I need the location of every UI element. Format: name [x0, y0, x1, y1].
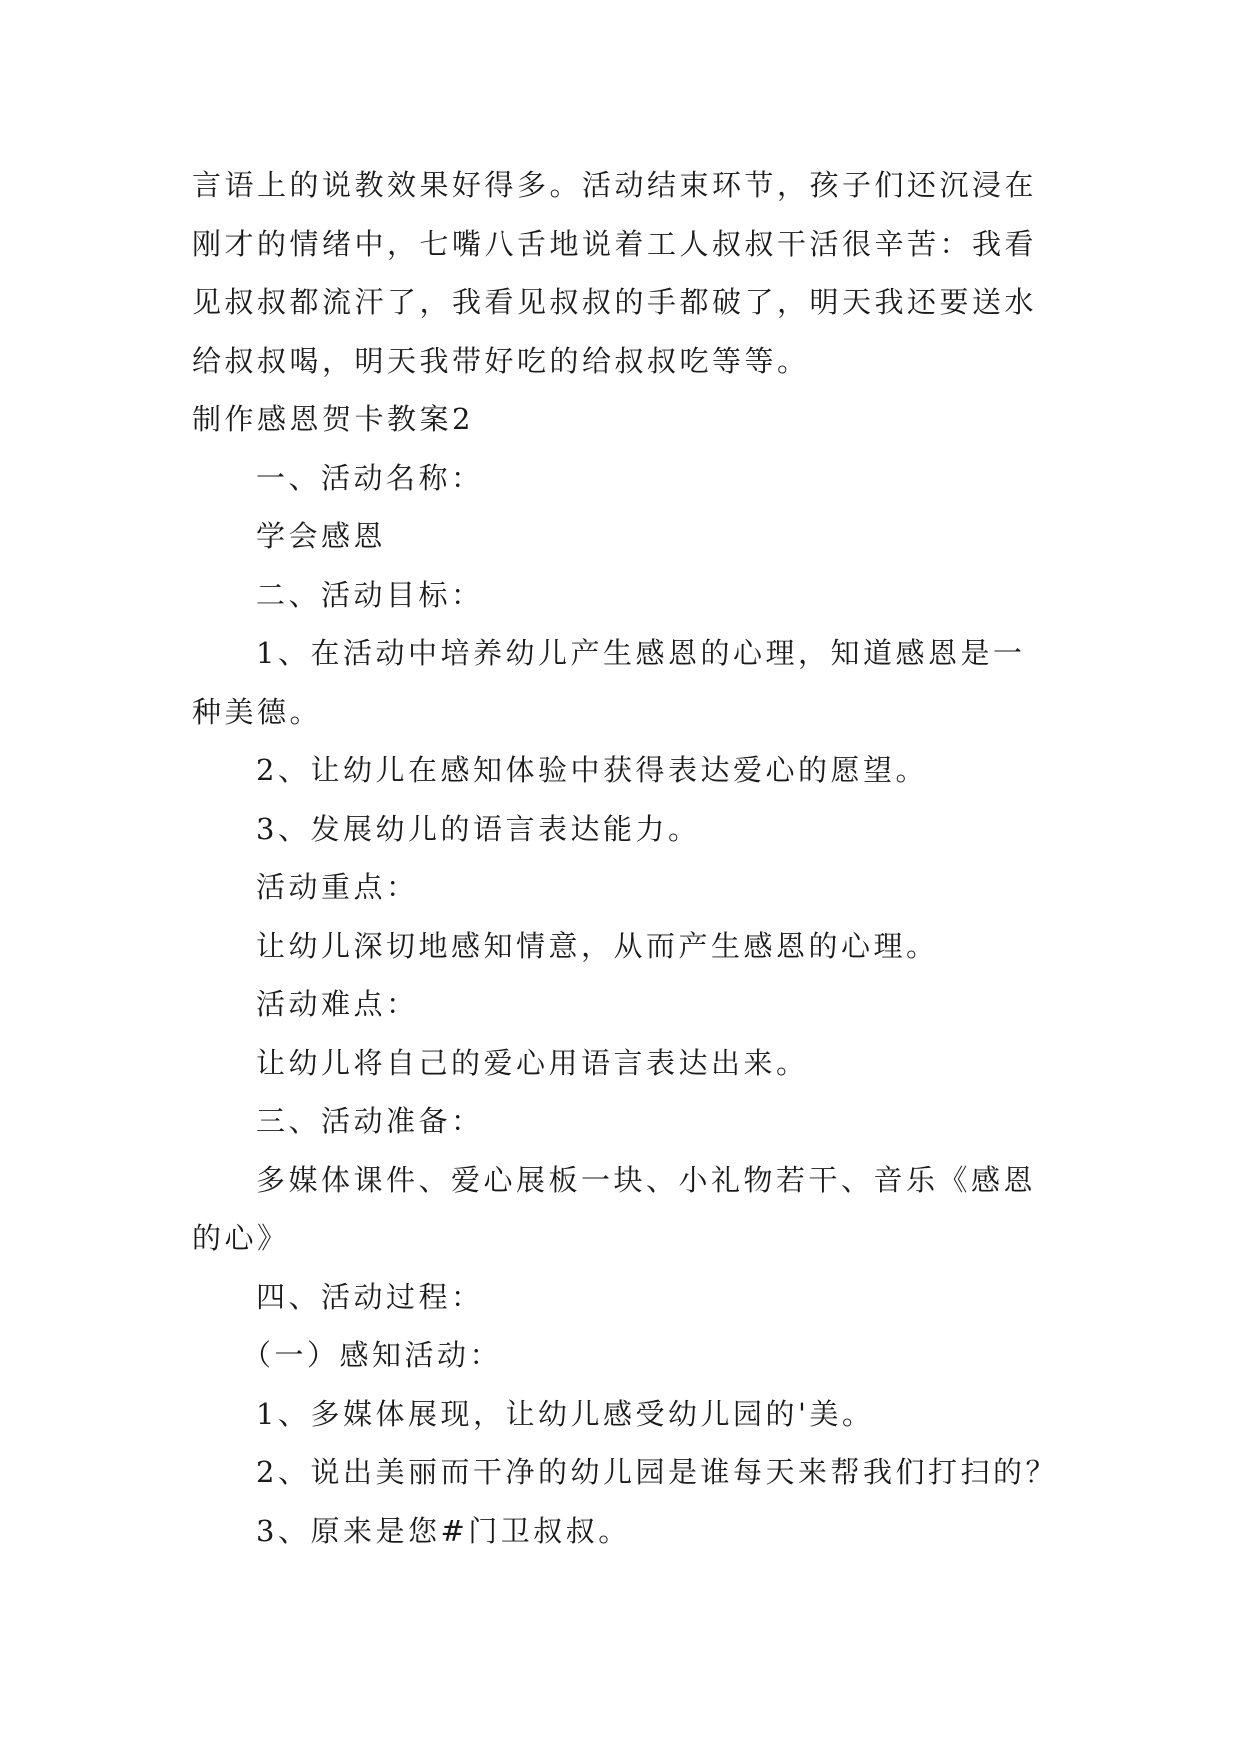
text-line: 1、在活动中培养幼儿产生感恩的心理，知道感恩是一: [256, 636, 1026, 670]
text-line: 一、活动名称：: [256, 460, 484, 495]
text-line: 给叔叔喝，明天我带好吃的给叔叔吃等等。: [192, 343, 810, 378]
text-line: 3、发展幼儿的语言表达能力。: [256, 811, 701, 846]
text-line: 刚才的情绪中，七嘴八舌地说着工人叔叔干活很辛苦：我看: [192, 226, 1038, 261]
text-line: （一）感知活动：: [242, 1338, 503, 1372]
text-line: 2、说出美丽而干净的幼儿园是谁每天来帮我们打扫的？: [256, 1455, 1058, 1489]
text-line: 三、活动准备：: [256, 1104, 484, 1138]
text-line: 学会感恩: [256, 519, 387, 553]
text-line: 活动重点：: [256, 870, 419, 904]
text-line: 1、多媒体展现，让幼儿感受幼儿园的'美。: [256, 1396, 875, 1431]
text-line: 四、活动过程：: [256, 1279, 484, 1314]
text-line: 让幼儿将自己的爱心用语言表达出来。: [256, 1045, 809, 1080]
text-line: 的心》: [192, 1221, 290, 1255]
text-line: 多媒体课件、爱心展板一块、小礼物若干、音乐《感恩: [256, 1162, 1037, 1197]
text-line: 见叔叔都流汗了，我看见叔叔的手都破了，明天我还要送水: [192, 285, 1038, 319]
text-line: 3、原来是您#门卫叔叔。: [256, 1513, 631, 1548]
text-line: 活动难点：: [256, 987, 419, 1021]
section-heading: 制作感恩贺卡教案2: [192, 402, 474, 436]
text-line: 言语上的说教效果好得多。活动结束环节，孩子们还沉浸在: [192, 168, 1038, 202]
text-line: 二、活动目标：: [256, 577, 484, 612]
text-line: 种美德。: [192, 694, 323, 729]
document-body: [192, 156, 1072, 1560]
text-line: 让幼儿深切地感知情意，从而产生感恩的心理。: [256, 928, 939, 963]
text-line: 2、让幼儿在感知体验中获得表达爱心的愿望。: [256, 753, 928, 787]
